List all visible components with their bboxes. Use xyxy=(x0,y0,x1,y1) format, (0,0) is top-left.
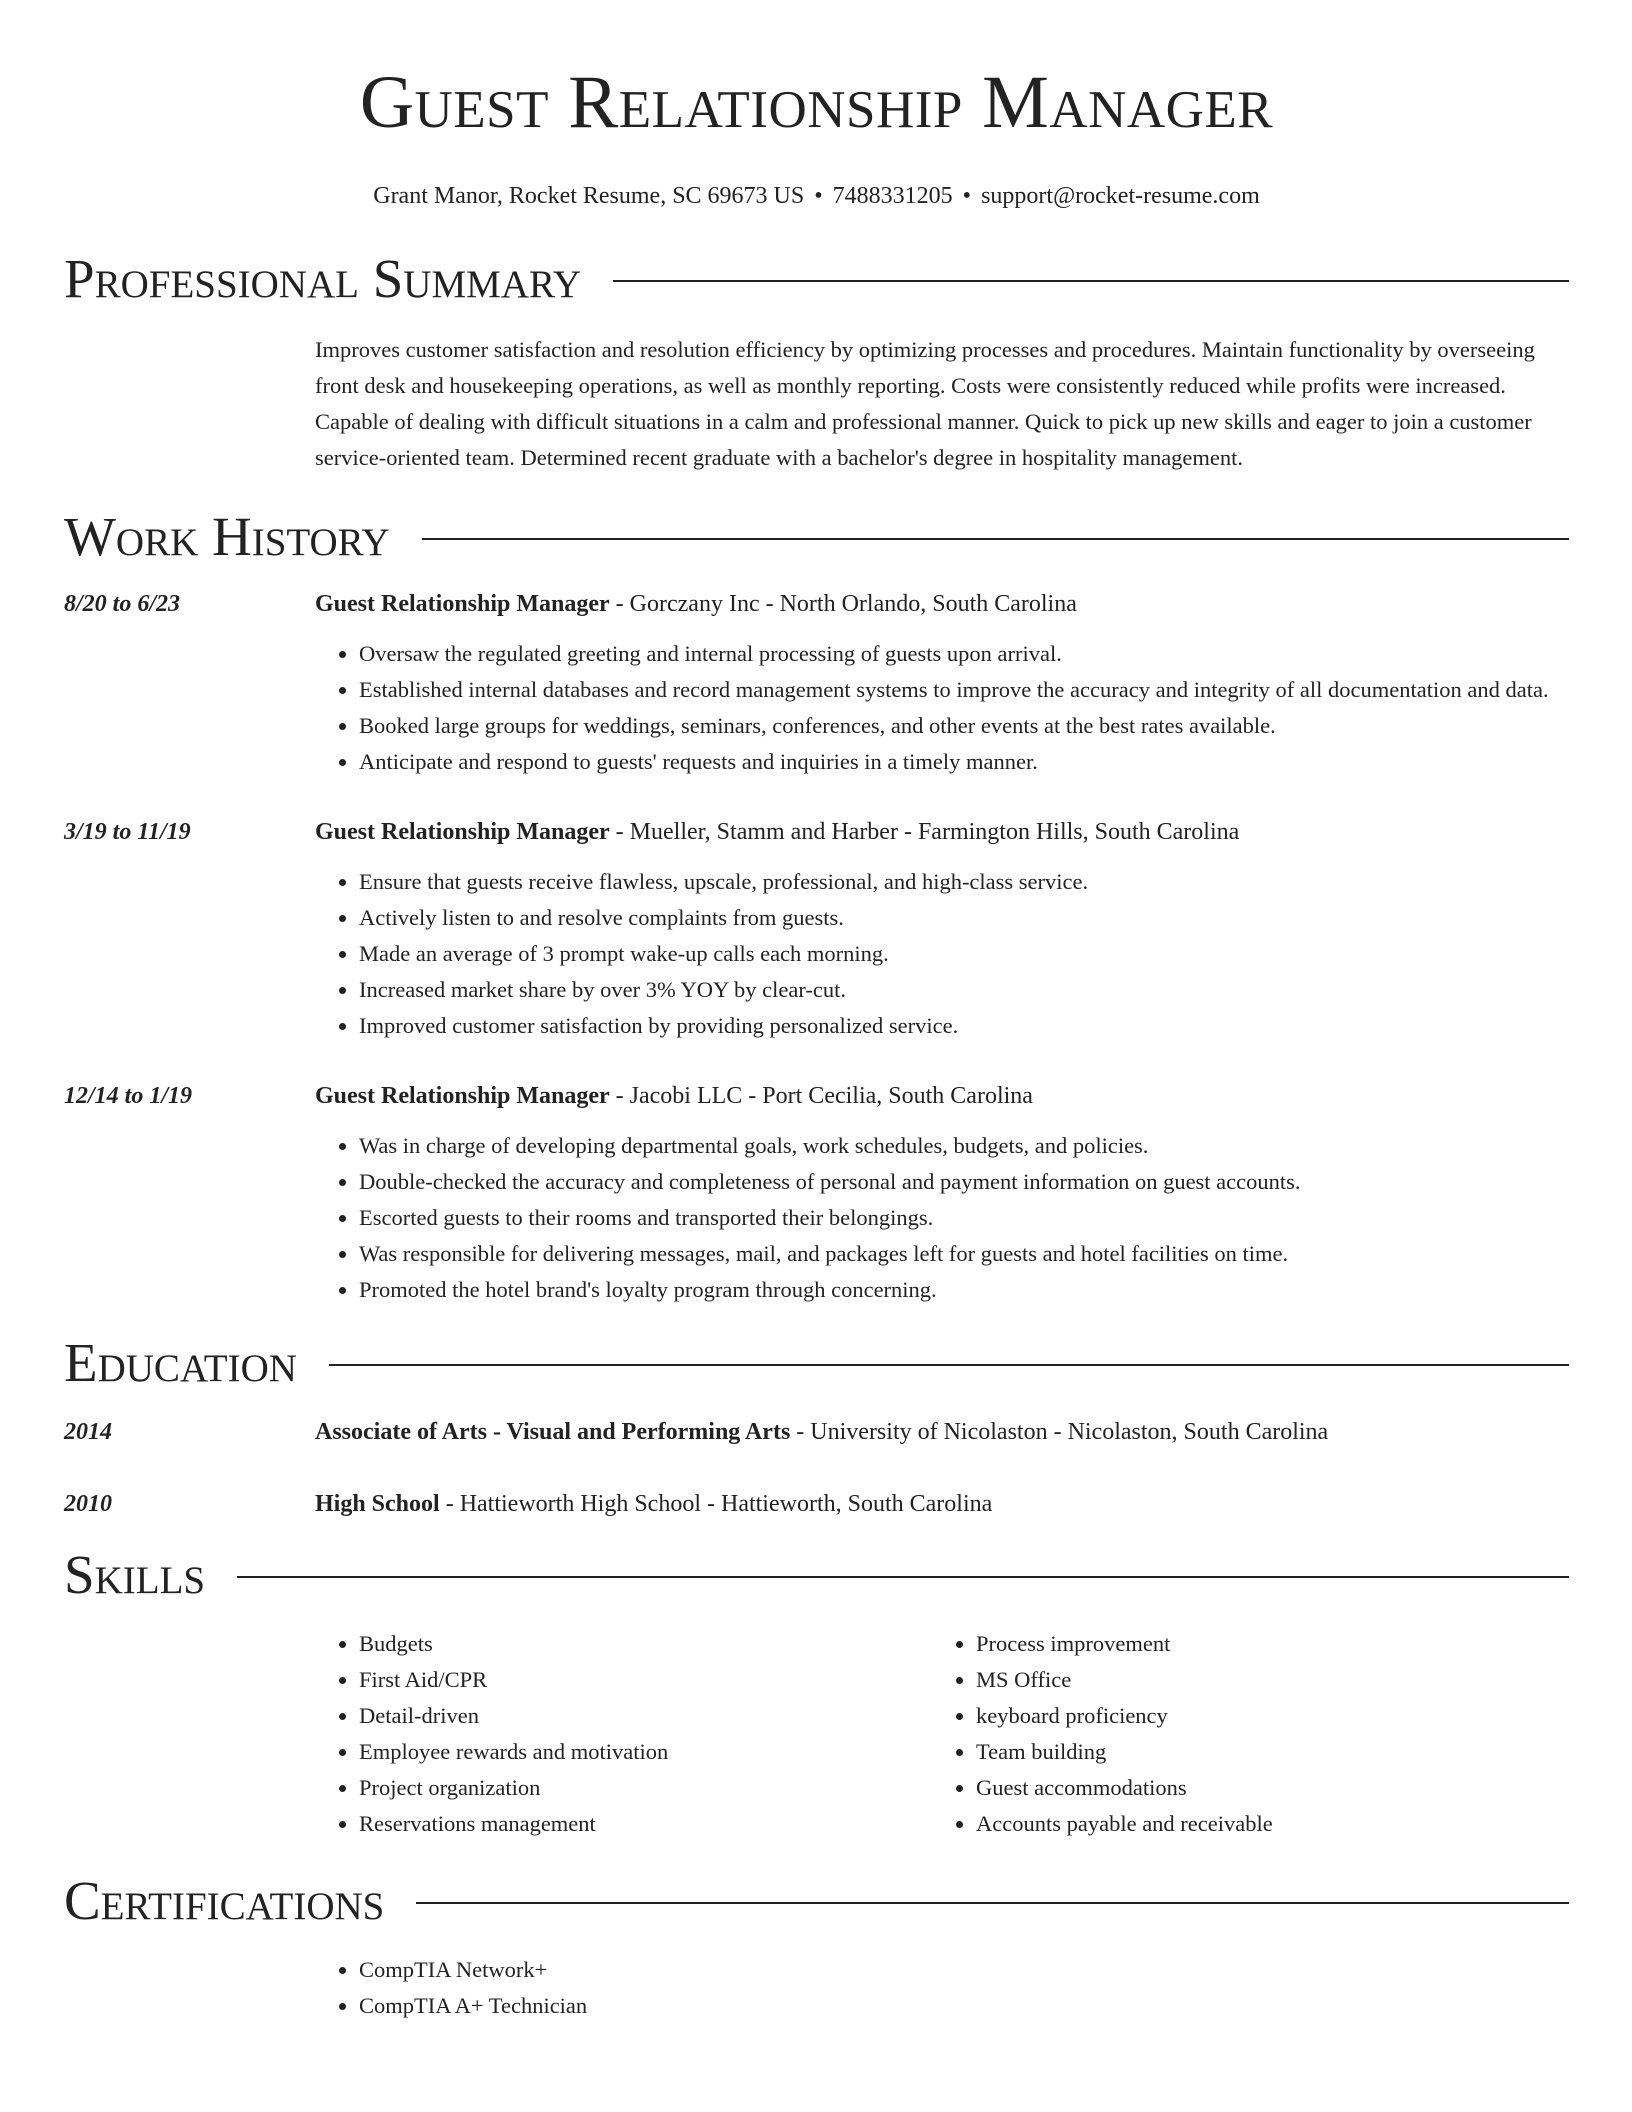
section-divider xyxy=(422,538,1569,540)
section-divider xyxy=(416,1902,1569,1904)
work-entry-heading xyxy=(315,588,1569,620)
work-bullet: • Promoted the hotel brand's loyalty program through concerning. xyxy=(359,1272,1569,1308)
work-bullet: • Double-checked the accuracy and completeness of personal and payment information on guest accounts. xyxy=(359,1164,1569,1200)
work-entry-date: 3/19 to 11/19 xyxy=(64,819,191,845)
education-entry-body xyxy=(315,1416,1569,1448)
work-bullet: • Made an average of 3 prompt wake-up calls each morning. xyxy=(359,936,1569,972)
certifications-section-header xyxy=(64,1870,1569,1932)
work-bullet: • Anticipate and respond to guests' requests and inquiries in a timely manner. xyxy=(359,744,1569,780)
work-entry-body xyxy=(315,588,1569,780)
skills-column-left xyxy=(315,1626,932,1842)
skills-grid xyxy=(315,1626,1569,1842)
work-entry-heading xyxy=(315,816,1569,848)
contact-phone: 7488331205 xyxy=(832,183,953,209)
skill-item: • Accounts payable and receivable xyxy=(976,1806,1549,1842)
work-entry-body xyxy=(315,1080,1569,1308)
education-section-title: Education xyxy=(64,1332,297,1393)
work-section-header xyxy=(64,506,1569,568)
work-entry-bullets xyxy=(315,1128,1569,1308)
certification-item: • CompTIA Network+ xyxy=(359,1952,1569,1988)
certifications-section-title: Certifications xyxy=(64,1870,385,1931)
education-details: - University of Nicolaston - Nicolaston, South Carolina xyxy=(790,1419,1329,1445)
contact-email: support@rocket-resume.com xyxy=(981,183,1260,209)
education-entry-body xyxy=(315,1488,1569,1520)
education-entry-date: 2014 xyxy=(64,1419,112,1445)
contact-line xyxy=(64,180,1569,212)
skill-item: • Guest accommodations xyxy=(976,1770,1549,1806)
skill-item: • First Aid/CPR xyxy=(359,1662,932,1698)
skills-column-right xyxy=(932,1626,1549,1842)
section-divider xyxy=(613,280,1569,282)
education-entry xyxy=(64,1488,1569,1520)
skills-list-left xyxy=(315,1626,932,1842)
work-bullet: • Oversaw the regulated greeting and internal processing of guests upon arrival. xyxy=(359,636,1569,672)
certifications-list xyxy=(315,1952,1569,2024)
section-divider xyxy=(237,1576,1569,1578)
contact-address: Grant Manor, Rocket Resume, SC 69673 US xyxy=(373,183,805,209)
work-entry-role: Guest Relationship Manager xyxy=(315,591,610,617)
work-entry-date: 8/20 to 6/23 xyxy=(64,591,181,617)
contact-separator: • xyxy=(962,183,972,209)
work-entry-body xyxy=(315,816,1569,1044)
education-entry-date: 2010 xyxy=(64,1491,112,1517)
work-bullet: • Established internal databases and record management systems to improve the accuracy and integrity of all documentation and data. xyxy=(359,672,1569,708)
work-bullet: • Booked large groups for weddings, seminars, conferences, and other events at the best rates available. xyxy=(359,708,1569,744)
education-entry-heading xyxy=(315,1488,1569,1520)
work-bullet: • Was in charge of developing departmental goals, work schedules, budgets, and policies. xyxy=(359,1128,1569,1164)
skills-section-title: Skills xyxy=(64,1544,206,1605)
skill-item: • keyboard proficiency xyxy=(976,1698,1549,1734)
skill-item: • Process improvement xyxy=(976,1626,1549,1662)
work-bullet: • Actively listen to and resolve complaints from guests. xyxy=(359,900,1569,936)
education-entry xyxy=(64,1416,1569,1448)
work-entry-date: 12/14 to 1/19 xyxy=(64,1083,193,1109)
education-details: - Hattieworth High School - Hattieworth, South Carolina xyxy=(439,1491,993,1517)
work-entry-heading xyxy=(315,1080,1569,1112)
work-entry xyxy=(64,1080,1569,1308)
certification-item: • CompTIA A+ Technician xyxy=(359,1988,1569,2024)
work-entry-bullets xyxy=(315,636,1569,780)
skills-list-right xyxy=(932,1626,1549,1842)
skill-item: • Project organization xyxy=(359,1770,932,1806)
skill-item: • MS Office xyxy=(976,1662,1549,1698)
work-entry-bullets xyxy=(315,864,1569,1044)
work-entry-details: - Mueller, Stamm and Harber - Farmington Hills, South Carolina xyxy=(609,819,1240,845)
skills-section-header xyxy=(64,1544,1569,1606)
education-degree: High School xyxy=(315,1491,440,1517)
work-section-title: Work History xyxy=(64,506,390,567)
work-bullet: • Increased market share by over 3% YOY by clear-cut. xyxy=(359,972,1569,1008)
work-bullet: • Was responsible for delivering messages, mail, and packages left for guests and hotel facilities on time. xyxy=(359,1236,1569,1272)
work-bullet: • Escorted guests to their rooms and transported their belongings. xyxy=(359,1200,1569,1236)
skill-item: • Detail-driven xyxy=(359,1698,932,1734)
summary-section-title: Professional Summary xyxy=(64,248,582,309)
work-entry xyxy=(64,588,1569,780)
work-entry-role: Guest Relationship Manager xyxy=(315,819,610,845)
resume-title: Guest Relationship Manager xyxy=(359,61,1274,144)
skill-item: • Team building xyxy=(976,1734,1549,1770)
work-entry-details: - Gorczany Inc - North Orlando, South Carolina xyxy=(609,591,1077,617)
work-bullet: • Ensure that guests receive flawless, upscale, professional, and high-class service. xyxy=(359,864,1569,900)
summary-section-header xyxy=(64,248,1569,310)
education-entry-heading xyxy=(315,1416,1569,1448)
work-bullet: • Improved customer satisfaction by providing personalized service. xyxy=(359,1008,1569,1044)
summary-text: Improves customer satisfaction and resolution efficiency by optimizing processes and procedures. Maintain functionality by overseeing front desk and housekeeping operations, as well as monthly reporting. Costs were consistently reduced while profits were increased. Capable of dealing with difficult situations in a calm and professional manner. Quick to pick up new skills and eager to join a customer service-oriented team. Determined recent graduate with a bachelor's degree in hospitality management. xyxy=(315,337,1535,470)
contact-separator: • xyxy=(814,183,823,209)
skill-item: • Reservations management xyxy=(359,1806,932,1842)
certifications-list-container xyxy=(315,1952,1569,2024)
work-entry xyxy=(64,816,1569,1044)
skill-item: • Employee rewards and motivation xyxy=(359,1734,932,1770)
work-entry-details: - Jacobi LLC - Port Cecilia, South Carolina xyxy=(609,1083,1033,1109)
education-degree: Associate of Arts - Visual and Performing Arts xyxy=(315,1419,791,1445)
skill-item: • Budgets xyxy=(359,1626,932,1662)
education-section-header xyxy=(64,1332,1569,1394)
work-entry-role: Guest Relationship Manager xyxy=(315,1083,610,1109)
section-divider xyxy=(329,1364,1569,1366)
